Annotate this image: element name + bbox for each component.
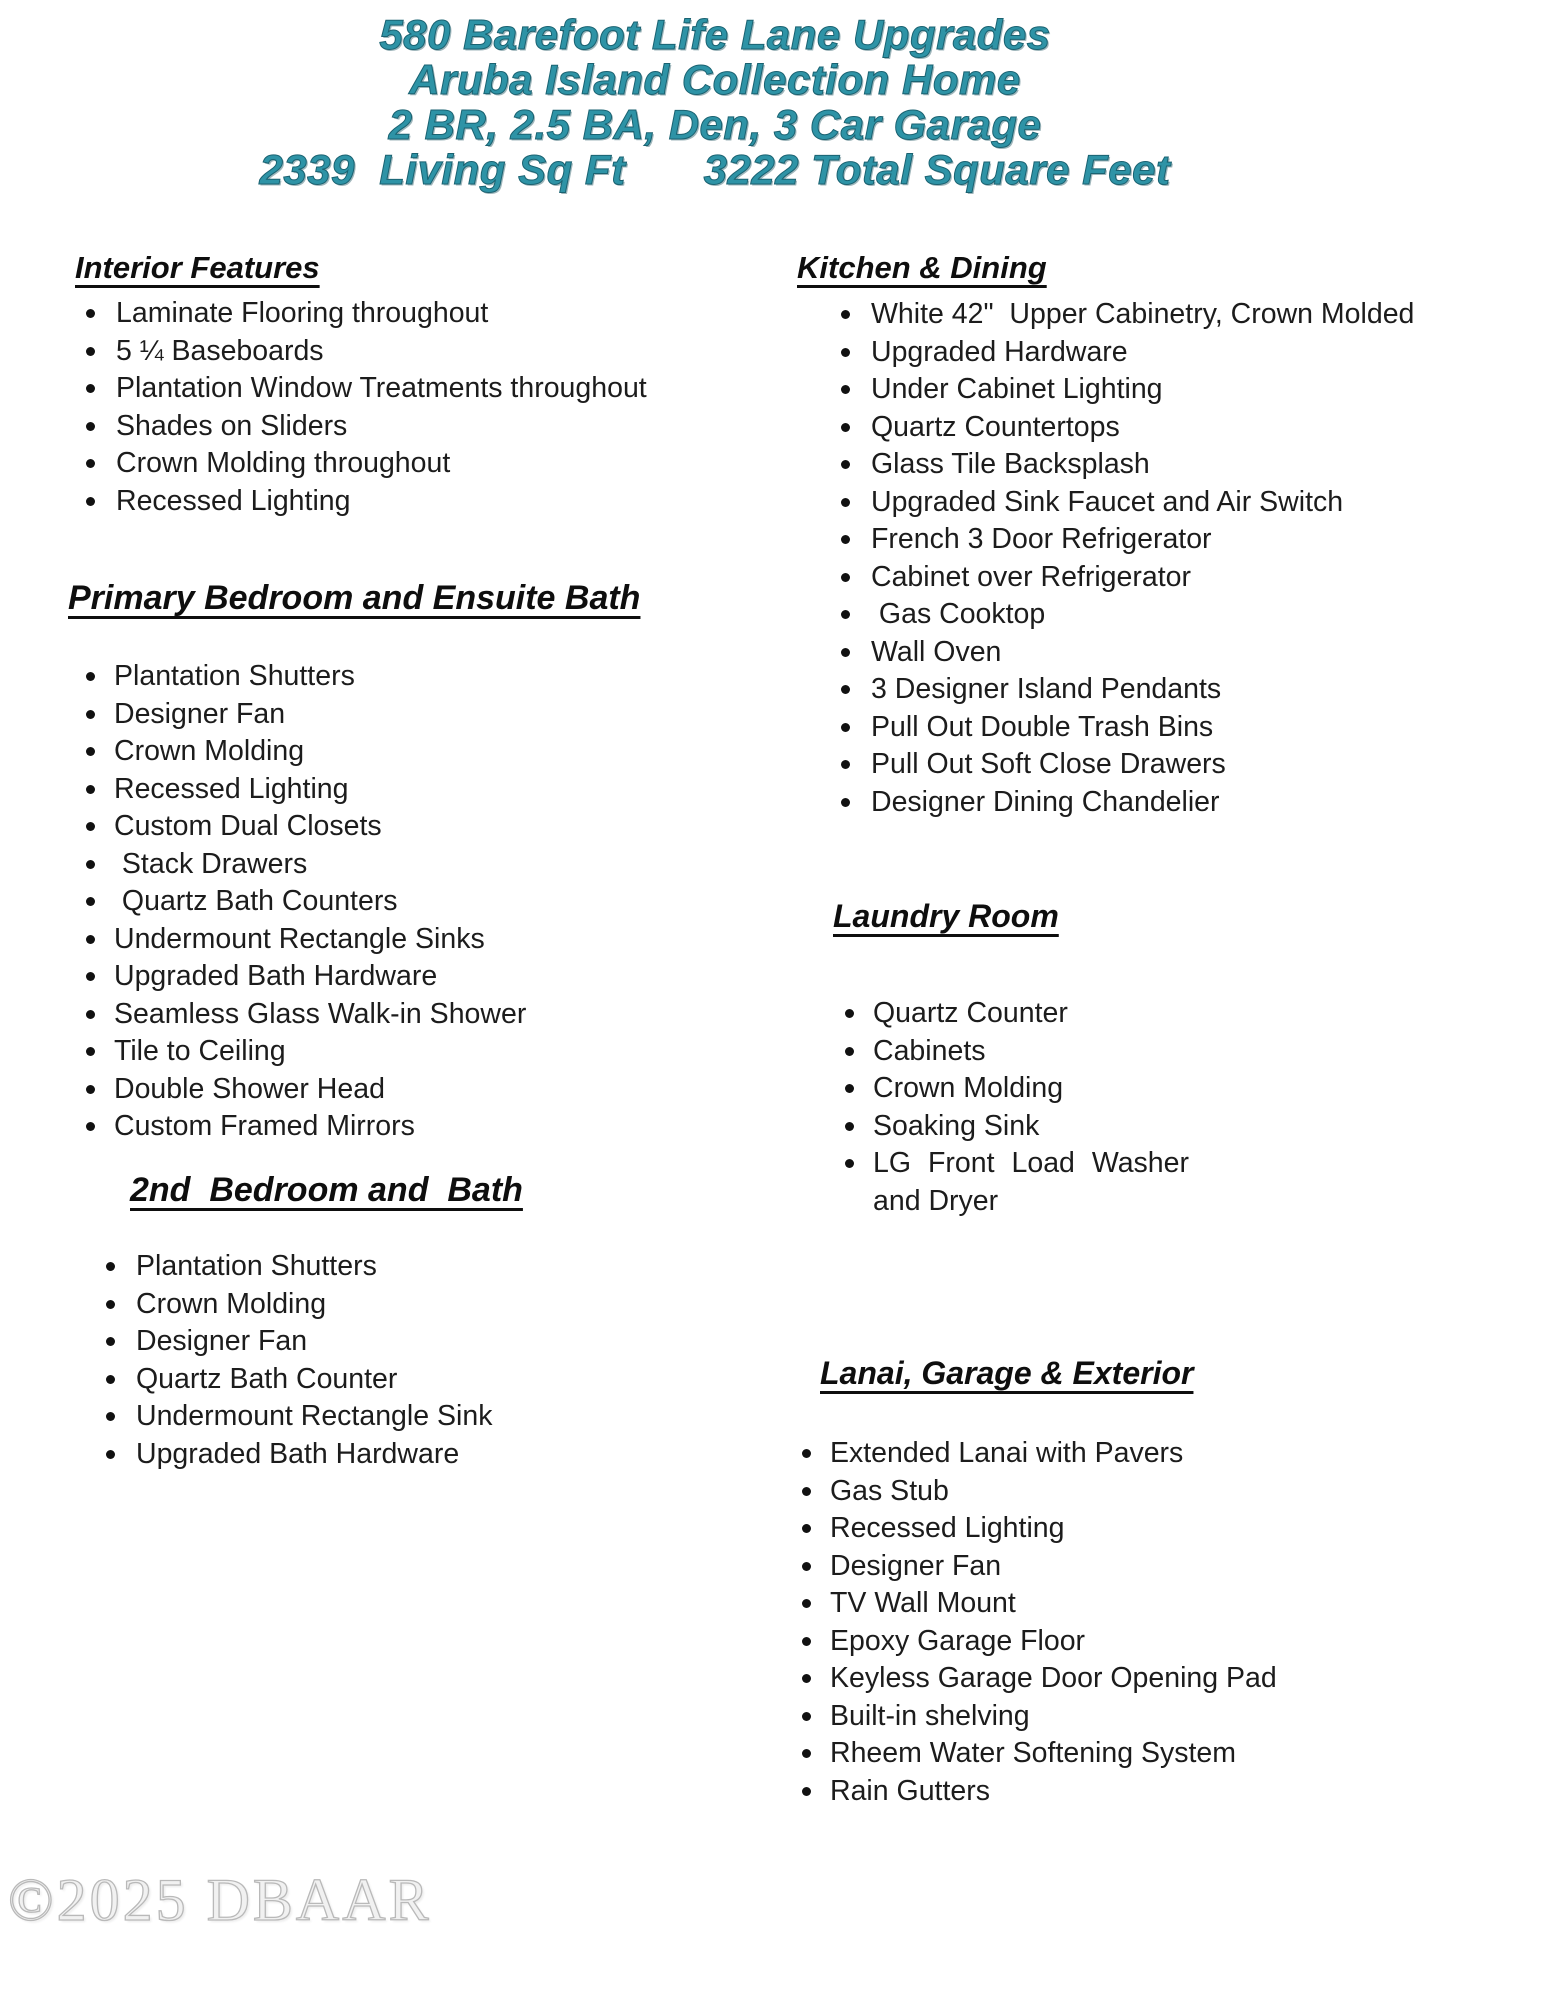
section-interior-features xyxy=(60,248,760,520)
list-item: French 3 Door Refrigerator xyxy=(797,521,1517,559)
list-item: Built-in shelving xyxy=(800,1698,1520,1736)
list-item: Crown Molding xyxy=(60,1286,760,1324)
list-item: Crown Molding throughout xyxy=(60,445,760,483)
list-item: Double Shower Head xyxy=(60,1071,760,1109)
list-item: Keyless Garage Door Opening Pad xyxy=(800,1660,1520,1698)
list-item: Upgraded Hardware xyxy=(797,334,1517,372)
list-item: Designer Fan xyxy=(800,1548,1520,1586)
list-item: Extended Lanai with Pavers xyxy=(800,1435,1520,1473)
list-item: Upgraded Bath Hardware xyxy=(60,1436,760,1474)
bullet-list xyxy=(800,1435,1520,1810)
list-item: Undermount Rectangle Sinks xyxy=(60,921,760,959)
list-item: Quartz Countertops xyxy=(797,409,1517,447)
list-item: 3 Designer Island Pendants xyxy=(797,671,1517,709)
list-item: Gas Cooktop xyxy=(797,596,1517,634)
list-item: Recessed Lighting xyxy=(60,483,760,521)
list-item: Crown Molding xyxy=(60,733,760,771)
list-item: Pull Out Double Trash Bins xyxy=(797,709,1517,747)
list-item: Cabinet over Refrigerator xyxy=(797,559,1517,597)
list-item: Pull Out Soft Close Drawers xyxy=(797,746,1517,784)
list-item: Upgraded Bath Hardware xyxy=(60,958,760,996)
list-item: Plantation Window Treatments throughout xyxy=(60,370,760,408)
list-item: Designer Fan xyxy=(60,1323,760,1361)
copyright-watermark: ©2025 DBAAR xyxy=(8,1867,432,1933)
section-kitchen-dining xyxy=(797,248,1517,821)
section-heading: Lanai, Garage & Exterior xyxy=(820,1355,1194,1391)
list-item: 5 ¼ Baseboards xyxy=(60,333,760,371)
section-laundry-room xyxy=(833,895,1533,1220)
section-heading: 2nd Bedroom and Bath xyxy=(130,1171,523,1209)
list-item: Custom Dual Closets xyxy=(60,808,760,846)
title-block xyxy=(0,12,1430,192)
list-item: Designer Dining Chandelier xyxy=(797,784,1517,822)
section-heading: Laundry Room xyxy=(833,898,1059,934)
list-item: Recessed Lighting xyxy=(800,1510,1520,1548)
list-item: Rheem Water Softening System xyxy=(800,1735,1520,1773)
list-item: Laminate Flooring throughout xyxy=(60,295,760,333)
collection-subtitle: Aruba Island Collection Home xyxy=(409,56,1021,103)
bullet-list xyxy=(60,1248,760,1473)
bullet-list xyxy=(60,295,760,520)
list-item: Seamless Glass Walk-in Shower xyxy=(60,996,760,1034)
list-item: Quartz Counter xyxy=(833,995,1533,1033)
page-title: 580 Barefoot Life Lane Upgrades xyxy=(379,11,1051,58)
list-item: Stack Drawers xyxy=(60,846,760,884)
list-item: Quartz Bath Counter xyxy=(60,1361,760,1399)
section-primary-bedroom xyxy=(60,575,760,1146)
list-item: Under Cabinet Lighting xyxy=(797,371,1517,409)
list-item: Shades on Sliders xyxy=(60,408,760,446)
list-item: Recessed Lighting xyxy=(60,771,760,809)
list-item: White 42" Upper Cabinetry, Crown Molded xyxy=(797,296,1517,334)
home-specs: 2 BR, 2.5 BA, Den, 3 Car Garage xyxy=(388,101,1042,148)
list-item: LG Front Load Washer and Dryer xyxy=(833,1145,1189,1220)
section-lanai-garage-exterior xyxy=(800,1352,1520,1810)
list-item: Undermount Rectangle Sink xyxy=(60,1398,760,1436)
section-heading: Interior Features xyxy=(75,250,320,285)
list-item: Crown Molding xyxy=(833,1070,1533,1108)
list-item: Custom Framed Mirrors xyxy=(60,1108,760,1146)
bullet-list xyxy=(797,296,1517,821)
list-item: Designer Fan xyxy=(60,696,760,734)
living-sqft: 2339 Living Sq Ft xyxy=(259,146,626,193)
list-item: Quartz Bath Counters xyxy=(60,883,760,921)
list-item: Upgraded Sink Faucet and Air Switch xyxy=(797,484,1517,522)
list-item: Epoxy Garage Floor xyxy=(800,1623,1520,1661)
list-item: Glass Tile Backsplash xyxy=(797,446,1517,484)
total-sqft: 3222 Total Square Feet xyxy=(703,146,1171,193)
section-heading: Kitchen & Dining xyxy=(797,250,1047,285)
list-item: Tile to Ceiling xyxy=(60,1033,760,1071)
list-item: TV Wall Mount xyxy=(800,1585,1520,1623)
list-item: Gas Stub xyxy=(800,1473,1520,1511)
list-item: Rain Gutters xyxy=(800,1773,1520,1811)
section-second-bedroom xyxy=(60,1167,760,1473)
section-heading: Primary Bedroom and Ensuite Bath xyxy=(68,579,641,617)
list-item: Soaking Sink xyxy=(833,1108,1533,1146)
bullet-list xyxy=(833,995,1533,1220)
square-footage-line xyxy=(0,147,1430,192)
list-item: Wall Oven xyxy=(797,634,1517,672)
bullet-list xyxy=(60,658,760,1146)
list-item: Plantation Shutters xyxy=(60,1248,760,1286)
list-item: Plantation Shutters xyxy=(60,658,760,696)
list-item: Cabinets xyxy=(833,1033,1533,1071)
